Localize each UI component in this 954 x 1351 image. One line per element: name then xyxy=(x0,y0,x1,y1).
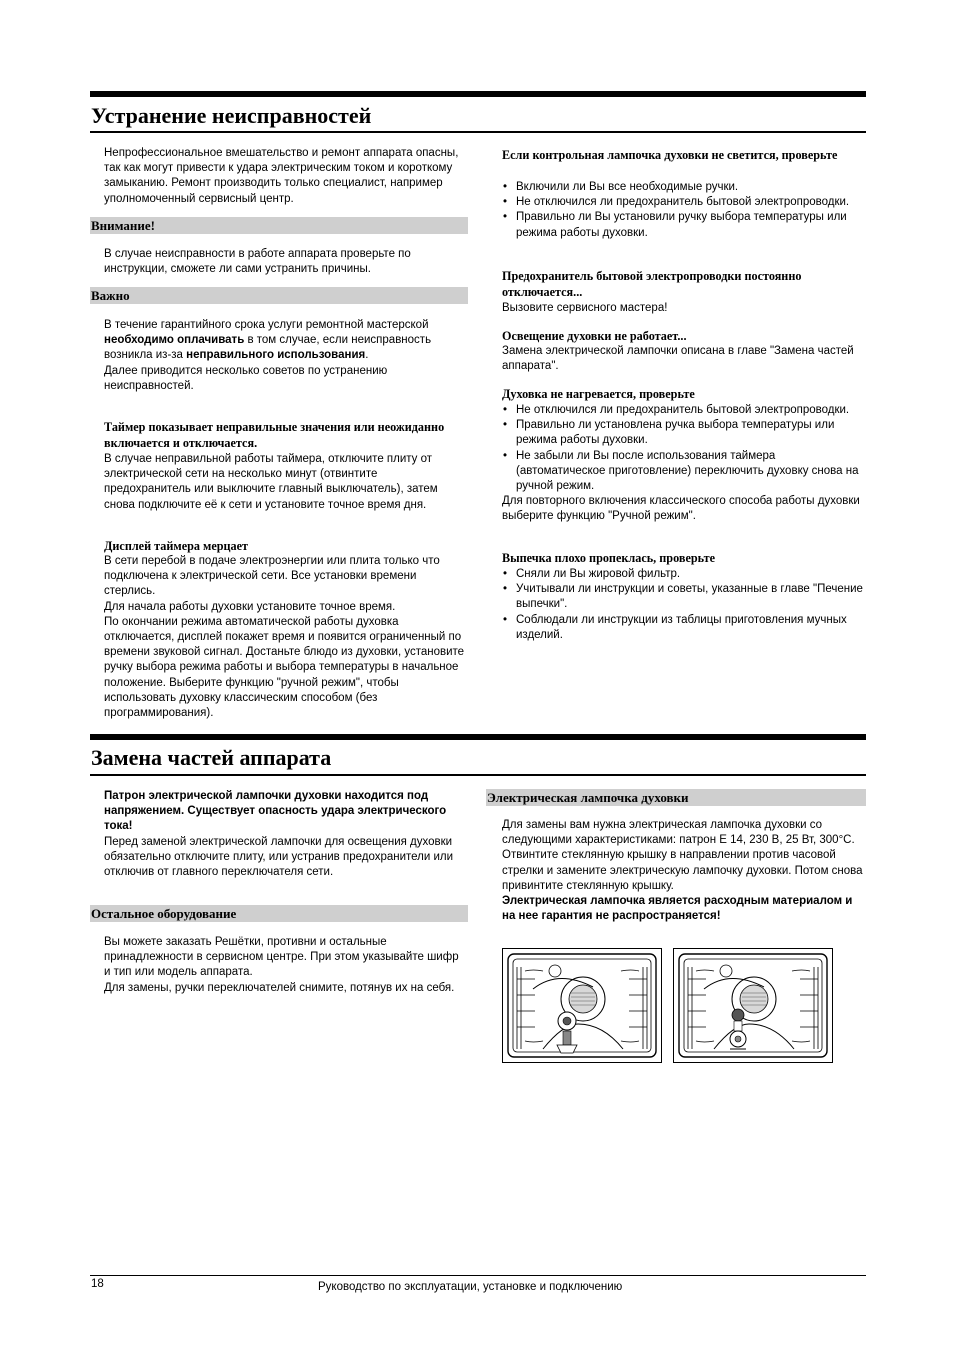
lamp-text xyxy=(502,818,866,924)
lamp-paragraph-1: Для замены вам нужна электрическая лампочка духовки со следующими характеристиками: патрон Е 14, 230 В, 25 Вт, 300°С. xyxy=(502,819,855,847)
important-text-c: в том случае, если неисправность возникла из-за xyxy=(104,334,432,362)
replacement-warning-block xyxy=(104,789,466,880)
section1-bottom-rule xyxy=(90,131,866,133)
section1-intro: Непрофессиональное вмешательство и ремонт аппарата опасны, так как могут привести к удара электрическим током и короткому замыканию. Ремонт производить только специалист, например уполномоченный сервисный центр. xyxy=(104,147,459,205)
baking-block xyxy=(502,567,866,643)
list-item: • Не отключился ли предохранитель бытовой электропроводки. xyxy=(502,195,866,210)
fuse-heading: Предохранитель бытовой электропроводки постоянно отключается... xyxy=(502,269,802,299)
lamp-heading: Электрическая лампочка духовки xyxy=(486,789,866,806)
list-item: • Не забыли ли Вы после использования таймера (автоматическое приготовление) переключить духовку снова на ручной режим. xyxy=(502,449,866,495)
footer-rule xyxy=(90,1275,866,1276)
light-text: Замена электрической лампочки описана в главе "Замена частей аппарата". xyxy=(502,345,854,373)
lamp-off-heading: Если контрольная лампочка духовки не светится, проверьте xyxy=(502,148,838,162)
section2-top-rule xyxy=(90,734,866,740)
section2-title: Замена частей аппарата xyxy=(91,745,332,770)
display-heading: Дисплей таймера мерцает xyxy=(104,539,249,553)
timer-heading: Таймер показывает неправильные значения или неожиданно включается и отключается. xyxy=(104,420,445,450)
important-text-e: . xyxy=(365,349,369,362)
fuse-text: Вызовите сервисного мастера! xyxy=(502,302,668,314)
section2-bottom-rule xyxy=(90,774,866,776)
no-heat-heading: Духовка не нагревается, проверьте xyxy=(502,387,695,401)
important-text-a: В течение гарантийного срока услуги ремонтной мастерской xyxy=(104,319,429,331)
footer-title: Руководство по эксплуатации, установке и подключению xyxy=(318,1281,623,1293)
lamp-paragraph-2: Отвинтите стеклянную крышку в направлении против часовой стрелки и замените электрическую лампочку духовки. Потом снова привинтите стеклянную крышку. xyxy=(502,849,863,892)
important-heading: Важно xyxy=(90,287,468,304)
list-item: • Правильно ли установлена ручка выбора температуры или режима работы духовки. xyxy=(502,418,866,448)
display-paragraph-1: В сети перебой в подаче электроэнергии или плита только что подключена к электрической сети. Все установки времени стерлись. xyxy=(104,555,440,598)
lamp-off-list xyxy=(502,180,866,241)
important-paragraph-2: Далее приводится несколько советов по устранению неисправностей. xyxy=(104,364,388,392)
important-text xyxy=(104,318,466,394)
baking-list xyxy=(502,567,866,643)
other-equipment-heading: Остальное оборудование xyxy=(90,905,468,922)
important-text-b: необходимо оплачивать xyxy=(104,334,245,347)
important-text-d: неправильного использования xyxy=(186,349,366,362)
oven-lamp-illustration-1 xyxy=(502,948,662,1063)
baking-heading: Выпечка плохо пропеклась, проверьте xyxy=(502,551,716,565)
lamp-off-list-wrap xyxy=(502,180,866,241)
light-heading: Освещение духовки не работает... xyxy=(502,329,687,343)
section1-title: Устранение неисправностей xyxy=(91,103,372,128)
oven-lamp-illustration-2 xyxy=(673,948,833,1063)
other-equipment-paragraph-1: Вы можете заказать Решётки, противни и остальные принадлежности в сервисном центре. При этом указывайте шифр и тип или модель аппарата. xyxy=(104,936,459,979)
display-text xyxy=(104,554,466,721)
display-paragraph-3: По окончании режима автоматической работы духовка отключается, дисплей покажет время и появится ограниченный по времени звуковой сигнал. Достаньте блюдо из духовки, установите ручку выбора режима работы и выбора температуры в начальное положение. Выберите функцию "ручной режим", чтобы использовать духовку классическим способом (без программирования). xyxy=(104,615,465,720)
list-item: • Учитывали ли инструкции и советы, указанные в главе "Печение выпечки". xyxy=(502,582,866,612)
lamp-warning: Электрическая лампочка является расходным материалом и на нее гарантия не распространяется! xyxy=(502,895,853,923)
other-equipment-text xyxy=(104,935,466,996)
section1-top-rule xyxy=(90,91,866,97)
list-item: • Правильно ли Вы установили ручку выбора температуры или режима работы духовки. xyxy=(502,210,866,240)
list-item: • Не отключился ли предохранитель бытовой электропроводки. xyxy=(502,403,866,418)
no-heat-after: Для повторного включения классического способа работы духовки выберите функцию "Ручной режим". xyxy=(502,495,860,523)
no-heat-block xyxy=(502,403,866,525)
page-number: 18 xyxy=(91,1278,104,1290)
timer-text: В случае неправильной работы таймера, отключите плиту от электрической сети на несколько минут (отвинтите предохранитель или выключите главный выключатель), затем снова подключите её к сети и установите точное время дня. xyxy=(104,453,438,511)
attention-heading: Внимание! xyxy=(90,217,468,234)
replacement-warning-text: Перед заменой электрической лампочки для освещения духовки обязательно отключите плиту, или устранив предохранители или отключив от главного переключателя сети. xyxy=(104,835,454,879)
list-item: • Сняли ли Вы жировой фильтр. xyxy=(502,567,866,582)
list-item: • Включили ли Вы все необходимые ручки. xyxy=(502,180,866,195)
replacement-warning: Патрон электрической лампочки духовки находится под напряжением. Существует опасность удара электрического тока! xyxy=(104,790,447,833)
oven-interior-drawing xyxy=(503,949,661,1062)
oven-interior-drawing xyxy=(674,949,832,1062)
attention-text: В случае неисправности в работе аппарата проверьте по инструкции, сможете ли сами устранить причины. xyxy=(104,248,411,276)
list-item: • Соблюдали ли инструкции из таблицы приготовления мучных изделий. xyxy=(502,613,866,643)
display-paragraph-2: Для начала работы духовки установите точное время. xyxy=(104,600,396,613)
important-paragraph xyxy=(104,318,466,364)
other-equipment-paragraph-2: Для замены, ручки переключателей снимите, потянув их на себя. xyxy=(104,981,455,994)
no-heat-list xyxy=(502,403,866,494)
